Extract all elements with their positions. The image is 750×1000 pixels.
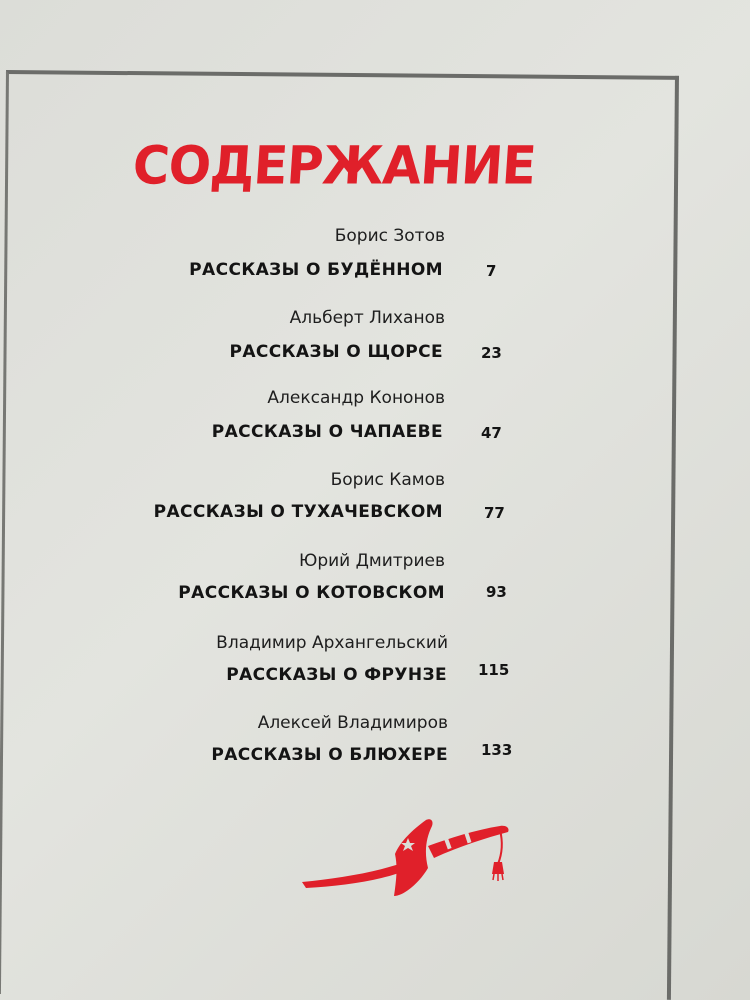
entry-author: Юрий Дмитриев <box>298 551 445 571</box>
entry-author: Альберт Лиханов <box>289 308 445 328</box>
entry-story-title: РАССКАЗЫ О КОТОВСКОМ <box>178 583 445 603</box>
entry-story-title: РАССКАЗЫ О ФРУНЗЕ <box>226 665 447 685</box>
entry-page-number: 7 <box>486 262 497 280</box>
entry-page-number: 93 <box>486 583 507 601</box>
entry-story-title: РАССКАЗЫ О ТУХАЧЕВСКОМ <box>153 502 443 522</box>
page-title: СОДЕРЖАНИЕ <box>130 135 538 196</box>
entry-story-title: РАССКАЗЫ О ЩОРСЕ <box>229 342 443 362</box>
entry-page-number: 47 <box>481 424 502 442</box>
entry-author: Владимир Архангельский <box>216 633 448 653</box>
entry-page-number: 133 <box>481 741 513 759</box>
entry-story-title: РАССКАЗЫ О БЛЮХЕРЕ <box>211 745 448 765</box>
entry-author: Александр Кононов <box>267 388 445 408</box>
saber-icon <box>300 812 520 911</box>
entry-story-title: РАССКАЗЫ О ЧАПАЕВЕ <box>211 422 443 442</box>
entry-page-number: 77 <box>484 504 505 522</box>
entry-page-number: 115 <box>478 661 510 679</box>
entry-page-number: 23 <box>481 344 502 362</box>
entry-author: Борис Камов <box>330 470 445 490</box>
entry-author: Борис Зотов <box>334 226 445 246</box>
entry-author: Алексей Владимиров <box>257 713 448 733</box>
entry-story-title: РАССКАЗЫ О БУДЁННОМ <box>189 260 443 280</box>
